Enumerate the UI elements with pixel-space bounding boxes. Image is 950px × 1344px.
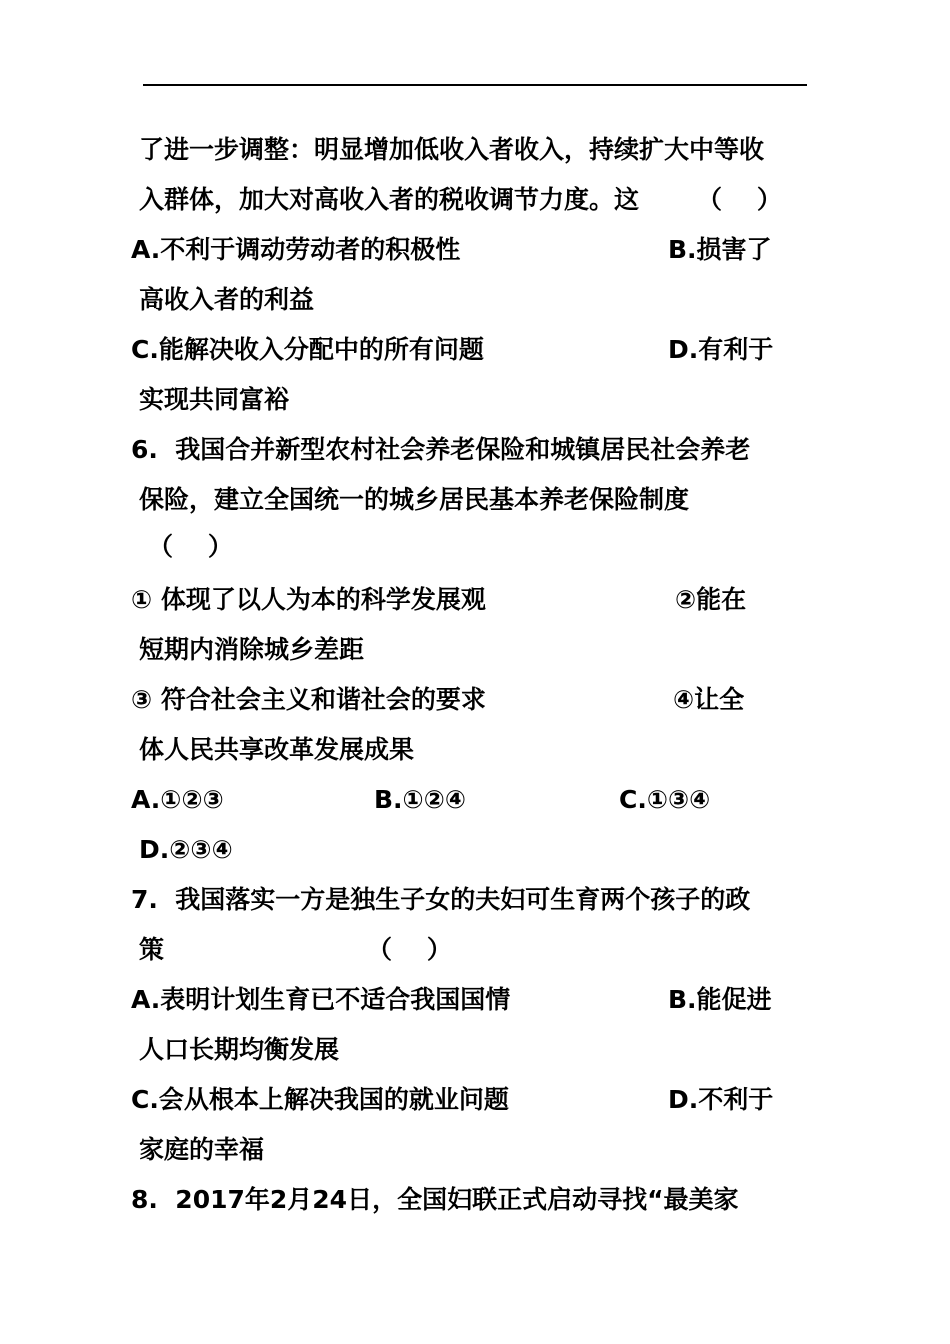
statement-2-cont: 短期内消除城乡差距 bbox=[139, 635, 365, 664]
option-d: D.不利于 bbox=[668, 1085, 774, 1114]
option-c: C.①③④ bbox=[619, 785, 711, 814]
option-b-cont: 人口长期均衡发展 bbox=[139, 1035, 340, 1064]
option-a: A.表明计划生育已不适合我国国情 bbox=[131, 985, 511, 1014]
option-b-cont: 高收入者的利益 bbox=[139, 285, 315, 314]
statement-3: ③ 符合社会主义和谐社会的要求 bbox=[131, 685, 486, 714]
statement-4: ④让全 bbox=[673, 685, 745, 714]
question-7-cont: 策 bbox=[139, 935, 165, 964]
top-rule bbox=[143, 84, 807, 86]
question-6: 6. 我国合并新型农村社会养老保险和城镇居民社会养老 bbox=[131, 435, 751, 464]
option-a: A.①②③ bbox=[131, 785, 224, 814]
statement-1: ① 体现了以人为本的科学发展观 bbox=[131, 585, 486, 614]
question-6-cont: 保险，建立全国统一的城乡居民基本养老保险制度 bbox=[139, 485, 690, 514]
option-b: B.损害了 bbox=[668, 235, 772, 264]
text-line: 入群体，加大对高收入者的税收调节力度。这 bbox=[139, 185, 640, 214]
option-d: D.有利于 bbox=[668, 335, 774, 364]
statement-4-cont: 体人民共享改革发展成果 bbox=[139, 735, 415, 764]
option-d-cont: 实现共同富裕 bbox=[139, 385, 290, 414]
option-c: C.会从根本上解决我国的就业问题 bbox=[131, 1085, 509, 1114]
answer-blank: （ ） bbox=[148, 532, 233, 561]
statement-2: ②能在 bbox=[675, 585, 747, 614]
question-8: 8. 2017年2月24日，全国妇联正式启动寻找“最美家 bbox=[131, 1185, 739, 1214]
answer-blank: （ ） bbox=[697, 185, 782, 214]
option-d: D.②③④ bbox=[139, 835, 233, 864]
option-b: B.①②④ bbox=[374, 785, 467, 814]
option-a: A.不利于调动劳动者的积极性 bbox=[131, 235, 461, 264]
answer-blank: （ ） bbox=[367, 935, 452, 964]
option-b: B.能促进 bbox=[668, 985, 772, 1014]
option-c: C.能解决收入分配中的所有问题 bbox=[131, 335, 484, 364]
text-line: 了进一步调整：明显增加低收入者收入，持续扩大中等收 bbox=[139, 135, 765, 164]
question-7: 7. 我国落实一方是独生子女的夫妇可生育两个孩子的政 bbox=[131, 885, 751, 914]
option-d-cont: 家庭的幸福 bbox=[139, 1135, 265, 1164]
